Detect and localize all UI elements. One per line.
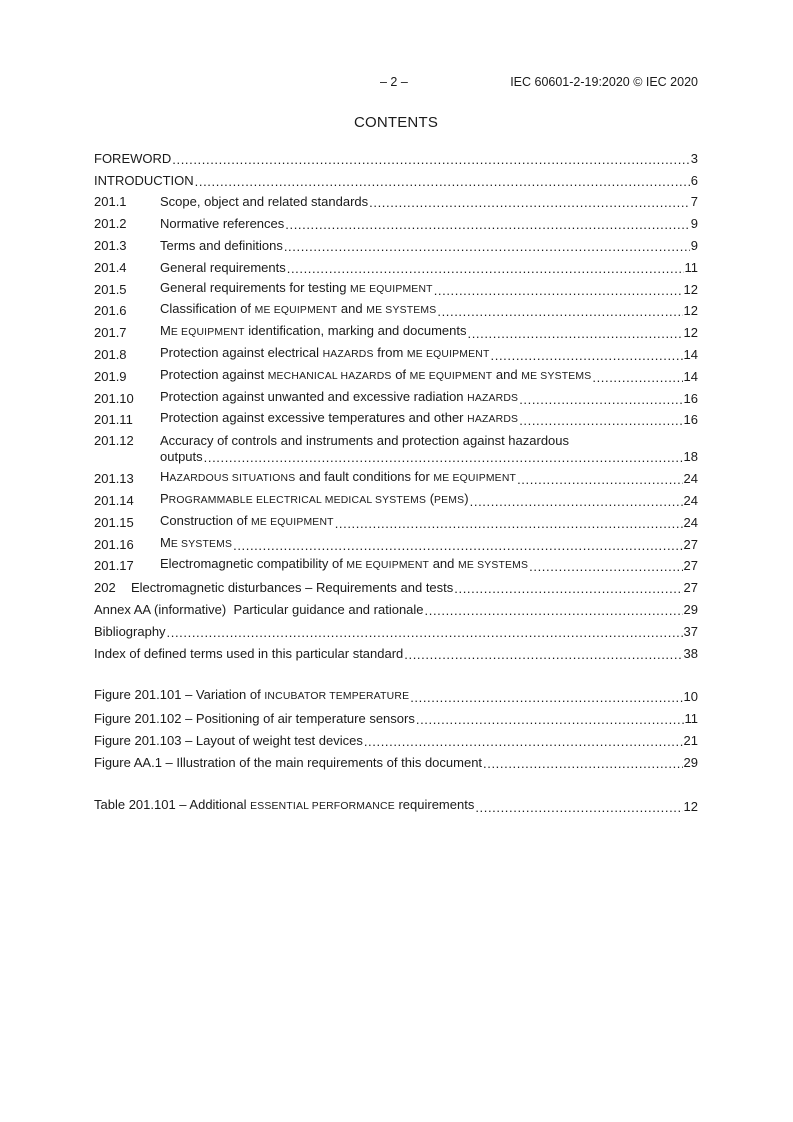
toc-entry-201-2[interactable]: 201.2 Normative references ..... 9 — [94, 210, 698, 232]
toc-entry-201-15[interactable]: 201.15 Construction of ME EQUIPMENT ..... 24 — [94, 509, 698, 531]
toc-entry-201-10[interactable]: 201.10 Protection against unwanted and excessive radiation HAZARDS ..... 16 — [94, 385, 698, 407]
toc-entry-foreword[interactable]: FOREWORD ..... 3 — [94, 145, 698, 167]
page-number: – 2 – — [380, 75, 408, 89]
toc-entry-201-16[interactable]: 201.16 ME SYSTEMS ..... 27 — [94, 531, 698, 553]
toc-figure-201-102[interactable]: Figure 201.102 – Positioning of air temperature sensors ..... 11 — [94, 705, 698, 727]
contents-title: CONTENTS — [353, 114, 439, 131]
section-spacer — [94, 771, 698, 793]
toc-entry-201-6[interactable]: 201.6 Classification of ME EQUIPMENT and ME SYSTEMS ..... 12 — [94, 298, 698, 320]
toc-entry-202[interactable]: 202 Electromagnetic disturbances – Requirements and tests ..... 27 — [94, 574, 698, 596]
toc-entry-bibliography[interactable]: Bibliography ..... 37 — [94, 618, 698, 640]
toc-entry-introduction[interactable]: INTRODUCTION ..... 6 — [94, 167, 698, 189]
page-header — [94, 75, 698, 93]
toc-entry-201-13[interactable]: 201.13 HAZARDOUS SITUATIONS and fault conditions for ME EQUIPMENT ..... 24 — [94, 465, 698, 487]
toc-entry-201-14[interactable]: 201.14 PROGRAMMABLE ELECTRICAL MEDICAL SYSTEMS (PEMS) ..... 24 — [94, 487, 698, 509]
toc-entry-index[interactable]: Index of defined terms used in this particular standard ..... 38 — [94, 640, 698, 662]
toc-figure-201-101[interactable]: Figure 201.101 – Variation of INCUBATOR TEMPERATURE ..... 10 — [94, 684, 698, 706]
toc-entry-201-8[interactable]: 201.8 Protection against electrical HAZARDS from ME EQUIPMENT ..... 14 — [94, 341, 698, 363]
standard-reference: IEC 60601-2-19:2020 © IEC 2020 — [510, 75, 698, 89]
section-spacer — [94, 662, 698, 684]
toc-entry-201-1[interactable]: 201.1 Scope, object and related standards ..... 7 — [94, 189, 698, 211]
toc-table-201-101[interactable]: Table 201.101 – Additional ESSENTIAL PERFORMANCE requirements ..... 12 — [94, 793, 698, 815]
toc-entry-201-4[interactable]: 201.4 General requirements ..... 11 — [94, 254, 698, 276]
table-of-contents — [94, 145, 698, 815]
toc-entry-annex-aa[interactable]: Annex AA (informative) Particular guidance and rationale ..... 29 — [94, 596, 698, 618]
toc-entry-201-17[interactable]: 201.17 Electromagnetic compatibility of ME EQUIPMENT and ME SYSTEMS ..... 27 — [94, 553, 698, 575]
toc-figure-aa-1[interactable]: Figure AA.1 – Illustration of the main requirements of this document ..... 29 — [94, 749, 698, 771]
toc-entry-201-3[interactable]: 201.3 Terms and definitions ..... 9 — [94, 232, 698, 254]
toc-entry-201-12[interactable]: 201.12 Accuracy of controls and instruments and protection against hazardous outputs ..... 18 — [94, 428, 698, 465]
toc-figure-201-103[interactable]: Figure 201.103 – Layout of weight test devices ..... 21 — [94, 727, 698, 749]
toc-entry-201-11[interactable]: 201.11 Protection against excessive temperatures and other HAZARDS ..... 16 — [94, 407, 698, 429]
toc-entry-201-9[interactable]: 201.9 Protection against MECHANICAL HAZARDS of ME EQUIPMENT and ME SYSTEMS ..... 14 — [94, 363, 698, 385]
toc-entry-201-5[interactable]: 201.5 General requirements for testing ME EQUIPMENT ..... 12 — [94, 276, 698, 298]
toc-entry-201-7[interactable]: 201.7 ME EQUIPMENT identification, marking and documents ..... 12 — [94, 319, 698, 341]
